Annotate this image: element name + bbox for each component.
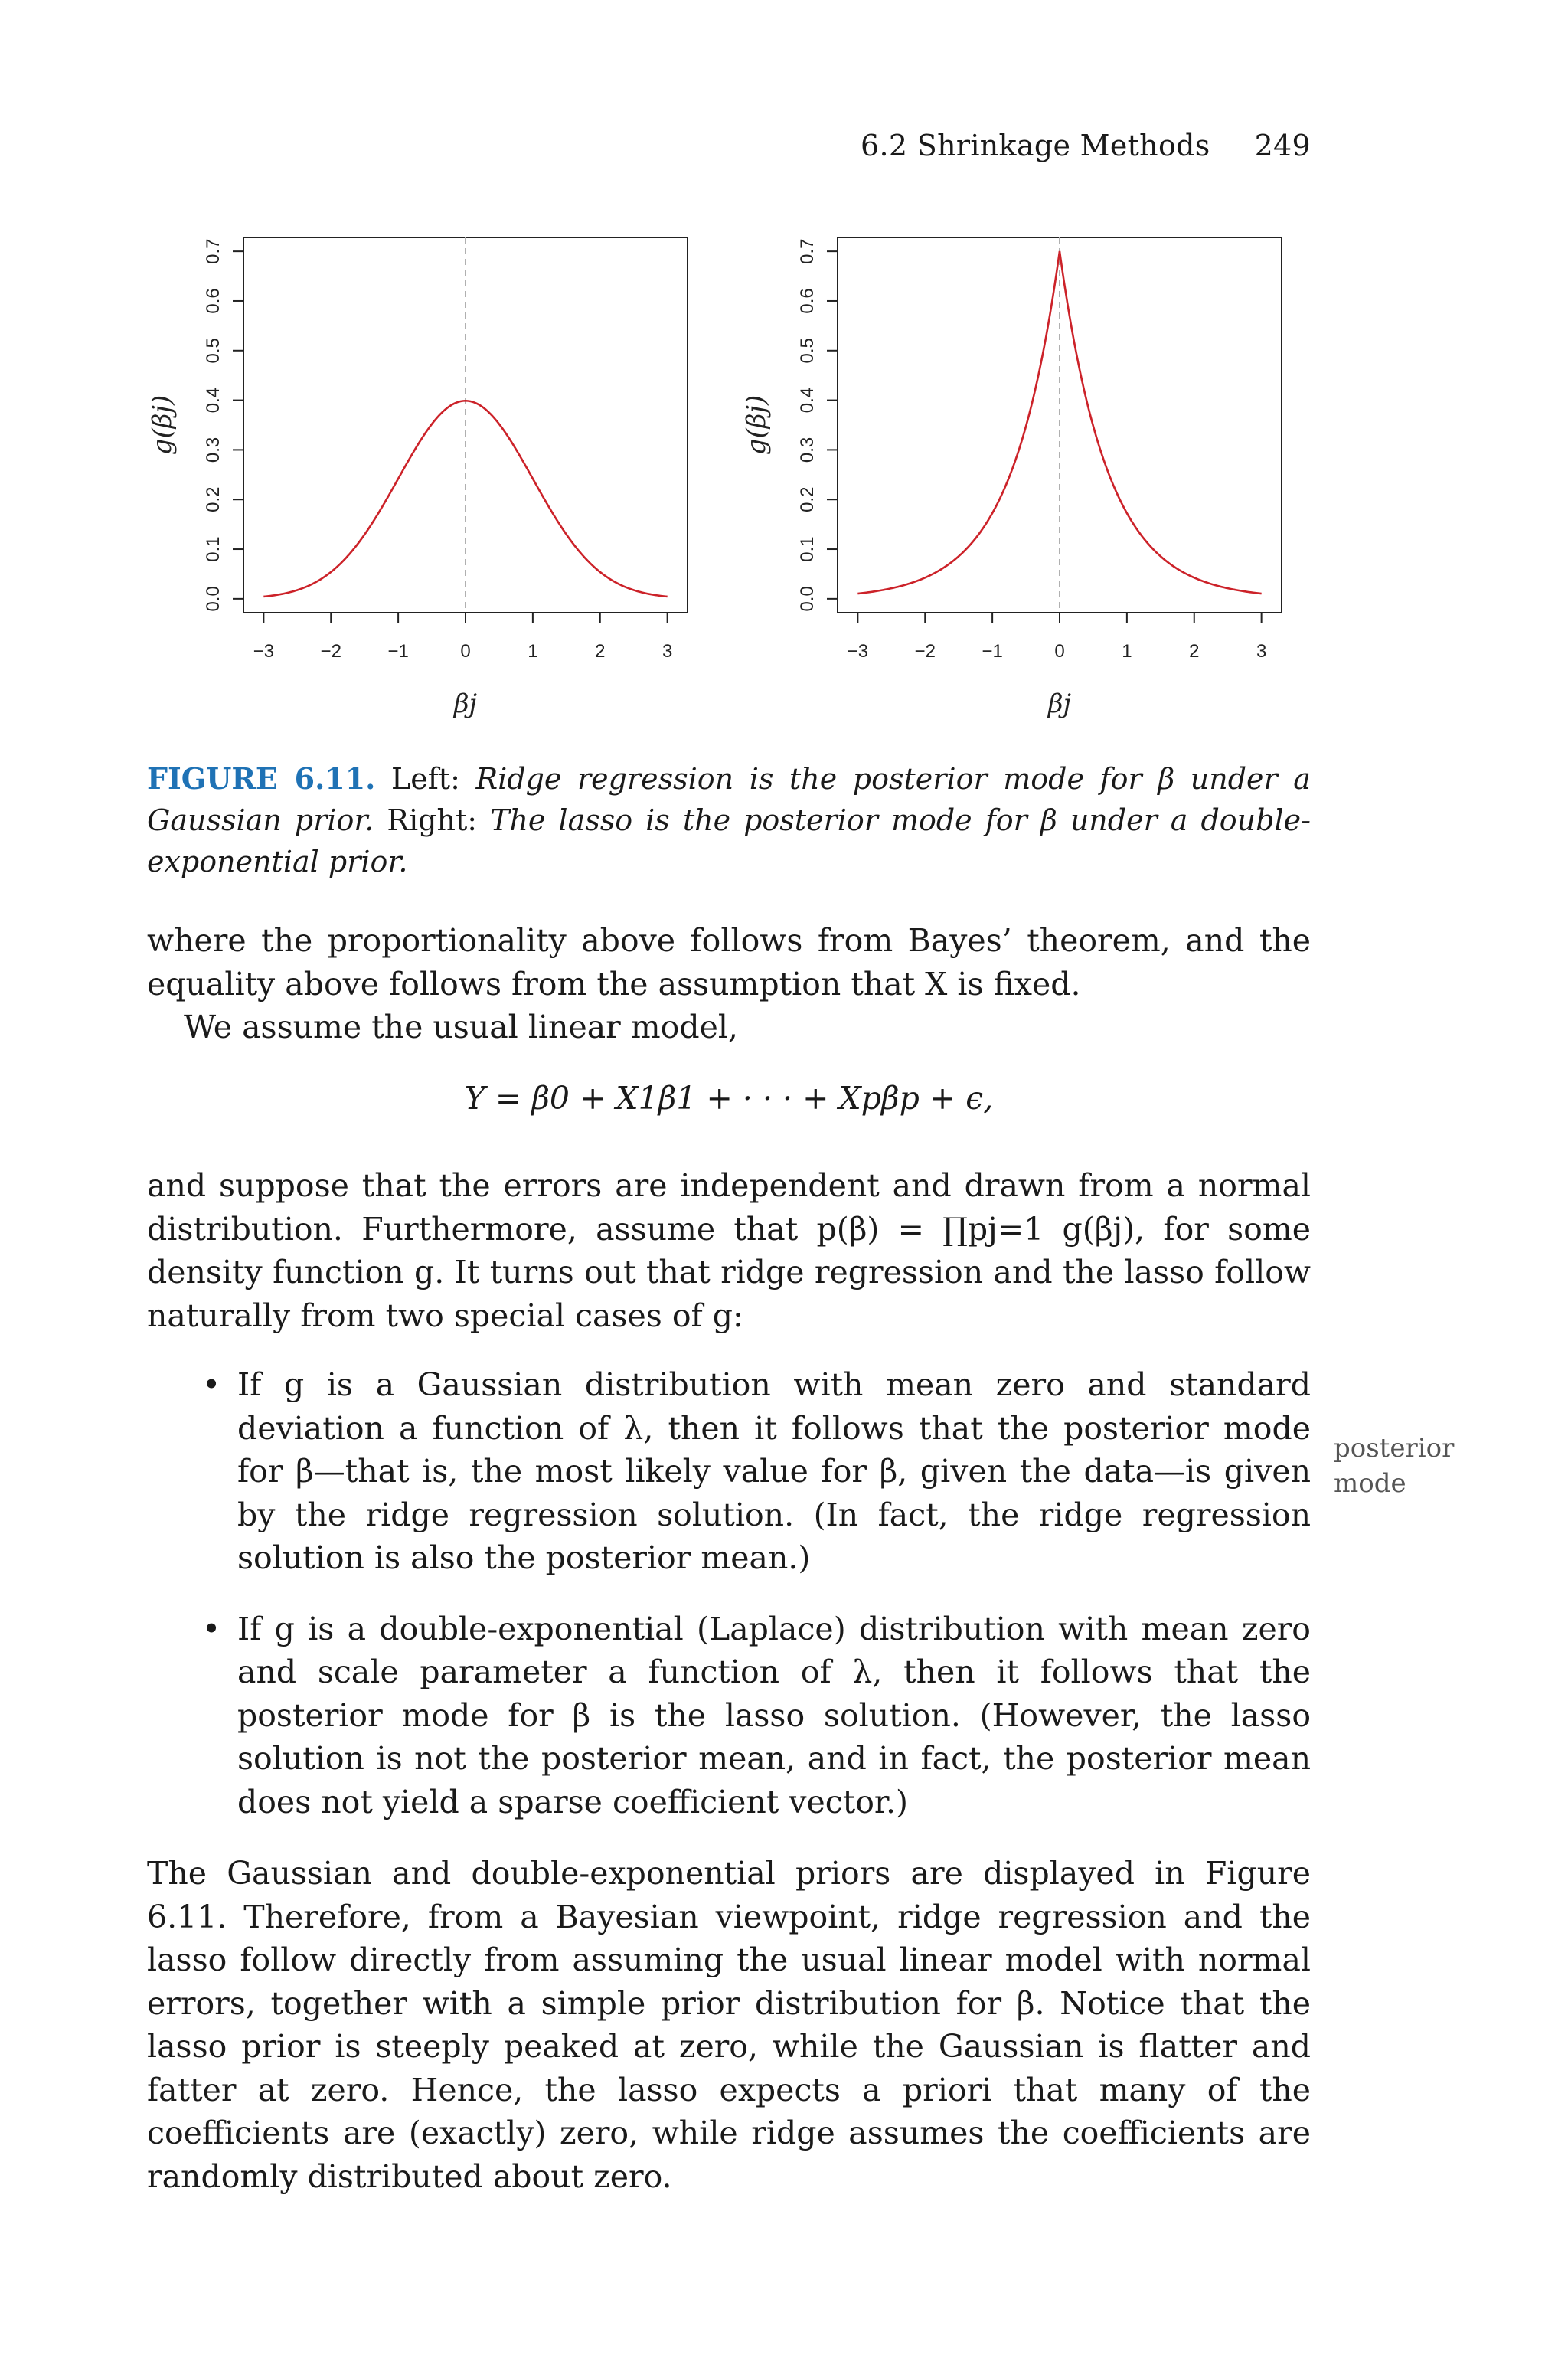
y-tick-label: 0.4 xyxy=(797,387,818,414)
x-tick-label: −1 xyxy=(982,641,1003,662)
x-tick-label: −2 xyxy=(914,641,936,662)
caption-right-text: The lasso is the posterior mode for β under a double-exponential prior. xyxy=(147,803,1311,878)
x-tick-label: 1 xyxy=(1122,641,1132,662)
y-axis-label: g(βj) xyxy=(741,394,772,456)
margin-note-line: mode xyxy=(1334,1468,1406,1499)
laplace-prior-plot xyxy=(723,214,1366,720)
y-tick-label: 0.7 xyxy=(797,238,818,264)
x-tick-label: 2 xyxy=(1189,641,1200,662)
x-tick-label: −2 xyxy=(320,641,341,662)
margin-note xyxy=(1334,1431,1454,1501)
x-tick-label: 2 xyxy=(595,641,606,662)
x-tick-label: 0 xyxy=(1054,641,1065,662)
paragraph-errors: and suppose that the errors are independent and drawn from a normal distribution. Furthermore, assume that p(β) = ∏pj=1 g(βj), for some density function g. It turns out that ridge regression and the lasso follow naturally from two special cases of g: xyxy=(147,1167,1311,1334)
y-tick-label: 0.3 xyxy=(203,437,224,463)
bullet-list xyxy=(147,1363,1311,1824)
list-item xyxy=(147,1363,1311,1580)
y-axis-label: g(βj) xyxy=(147,394,178,456)
body-middle xyxy=(147,1164,1311,1337)
x-axis-label: βj xyxy=(453,689,478,719)
x-tick-label: 0 xyxy=(460,641,471,662)
bullet-dot: • xyxy=(202,1610,221,1647)
y-tick-label: 0.1 xyxy=(797,536,818,562)
page-number: 249 xyxy=(1254,129,1311,162)
y-tick-label: 0.7 xyxy=(203,238,224,264)
caption-left-text: Ridge regression is the posterior mode for β under a Gaussian prior. xyxy=(147,762,1311,837)
section-title: 6.2 Shrinkage Methods xyxy=(861,129,1210,162)
gaussian-prior-plot xyxy=(129,214,772,720)
bullet-laplace: If g is a double-exponential (Laplace) distribution with mean zero and scale parameter a function of λ, then it follows that the posterior mode for β is the lasso solution. (However, the lasso solution is not the posterior mean, and in fact, the posterior mean does not yield a sparse coefficient vector.) xyxy=(237,1610,1311,1820)
caption-left-word: Left: xyxy=(391,762,460,796)
y-tick-label: 0.6 xyxy=(797,288,818,314)
y-tick-label: 0.5 xyxy=(203,338,224,364)
body-top xyxy=(147,919,1311,1049)
y-tick-label: 0.5 xyxy=(797,338,818,364)
body-bottom xyxy=(147,1852,1311,2198)
x-tick-label: 3 xyxy=(1256,641,1267,662)
paragraph-bayes: where the proportionality above follows from Bayes’ theorem, and the equality above follows from the assumption that X is fixed. xyxy=(147,922,1311,1003)
list-item xyxy=(147,1608,1311,1824)
x-tick-label: 3 xyxy=(662,641,673,662)
x-axis-label: βj xyxy=(1047,689,1072,719)
bullet-gaussian: If g is a Gaussian distribution with mean zero and standard deviation a function of λ, then it follows that the posterior mode for β—that is, the most likely value for β, given the data—is given by the ridge regression solution. (In fact, the ridge regression solution is also the posterior mean.) xyxy=(237,1366,1311,1576)
y-tick-label: 0.1 xyxy=(203,536,224,562)
figure-label: FIGURE 6.11. xyxy=(147,761,376,796)
x-tick-label: −3 xyxy=(253,641,275,662)
running-head xyxy=(861,129,1311,162)
y-tick-label: 0.6 xyxy=(203,288,224,314)
bullet-dot: • xyxy=(202,1366,221,1403)
x-tick-label: 1 xyxy=(528,641,538,662)
figure-caption xyxy=(147,758,1311,882)
paragraph-linear-model: We assume the usual linear model, xyxy=(184,1009,739,1045)
linear-model-equation: Y = β0 + X1β1 + · · · + Xpβp + ϵ, xyxy=(464,1080,994,1117)
x-tick-label: −1 xyxy=(387,641,409,662)
x-tick-label: −3 xyxy=(847,641,869,662)
y-tick-label: 0.3 xyxy=(797,437,818,463)
y-tick-label: 0.4 xyxy=(203,387,224,414)
y-tick-label: 0.2 xyxy=(797,486,818,512)
paragraph-priors: The Gaussian and double-exponential priors are displayed in Figure 6.11. Therefore, from a Bayesian viewpoint, ridge regression and the lasso follow directly from assuming the usual linear model with normal errors, together with a simple prior distribution for β. Notice that the lasso prior is steeply peaked at zero, while the Gaussian is flatter and fatter at zero. Hence, the lasso expects a priori that many of the coefficients are (exactly) zero, while ridge assumes the coefficients are randomly distributed about zero. xyxy=(147,1855,1311,2195)
y-tick-label: 0.0 xyxy=(797,586,818,612)
caption-right-word: Right: xyxy=(387,803,478,837)
margin-note-line: posterior xyxy=(1334,1433,1455,1464)
y-tick-label: 0.2 xyxy=(203,486,224,512)
y-tick-label: 0.0 xyxy=(203,586,224,612)
